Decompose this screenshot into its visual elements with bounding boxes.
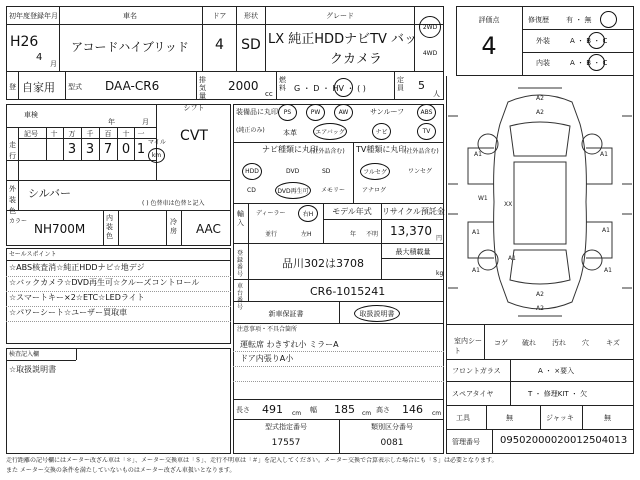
diagram-mark: A1 — [600, 151, 608, 158]
nav-dvd-play-circle: DVD再生可 — [275, 182, 311, 199]
capacity-label: 定員 — [397, 76, 404, 92]
tv-title: TV種類に丸印 — [356, 145, 407, 154]
tv-oneseg: ワンセグ — [408, 168, 433, 175]
mileage-label: 走行 — [9, 141, 16, 160]
import-right-hand-circle: 右H — [298, 205, 318, 222]
ext-b-circle — [588, 32, 605, 49]
diagram-mark: A1 — [472, 267, 480, 274]
doors-label: ドア — [212, 12, 227, 20]
tv-fullseg-circle: フルセグ — [360, 163, 390, 180]
spare-tire-value: T ・ 修理KIT ・ 欠 — [528, 390, 588, 398]
equip-pw-circle: PW — [306, 104, 325, 121]
max-load-label: 最大積載量 — [395, 248, 431, 256]
mileage-digit: 7 — [103, 142, 113, 157]
capacity-value: 5 — [418, 79, 425, 92]
diagram-mark: A1 — [602, 227, 610, 234]
mileage-digit: 0 — [121, 142, 131, 157]
manual-circle — [354, 305, 400, 322]
length-value: 491 — [262, 403, 283, 416]
restore-none-circle — [600, 11, 617, 28]
model-year-unknown: 不明 — [366, 231, 379, 238]
grade-label: グレード — [326, 12, 354, 20]
notes-line: 運転席 わきすれ小 ミラーA — [240, 340, 339, 349]
footer-line1: 走行距離の記号欄にはメーター改ざん車は「＊」、メーター交換車は「＄」、走行不明車は「＃」を記入してください。メーター交換で合算表示した場合にも「＄」は必要となります。 — [6, 457, 498, 464]
equip-sunroof: サンルーフ — [370, 108, 405, 116]
jack-value: 無 — [604, 414, 611, 422]
nav-memory: メモリー — [321, 187, 346, 194]
doors-value: 4 — [215, 37, 224, 53]
equipment-title: 装備品に丸印 — [236, 108, 278, 116]
height-value: 146 — [402, 403, 423, 416]
diagram-mark: A2 — [536, 109, 544, 116]
equip-ps-circle: PS — [278, 104, 297, 121]
mileage-unit: 百 — [104, 130, 112, 138]
restore-label: 修復歴 — [528, 16, 549, 24]
import-parallel: 並行 — [265, 231, 278, 238]
inspection-month: 月 — [142, 118, 149, 126]
recycle-yen: 円 — [436, 235, 443, 242]
shift-label: シフト — [183, 104, 205, 112]
model-label: 型式 — [68, 83, 82, 91]
shape-value: SD — [241, 37, 261, 53]
equipment-sub: (純正のみ) — [236, 127, 265, 134]
notes-label: 注意事項・不具合箇所 — [237, 326, 298, 333]
front-glass-value: A ・ ×要入 — [538, 367, 575, 375]
sales-line: ☆ABS核査消☆純正HDDナビ☆地デジ — [9, 263, 145, 272]
mileage-unit: 万 — [68, 130, 76, 138]
footer-line2: また メーター交換の条件を満たしていないものはメーター改ざん車扱いとなります。 — [6, 467, 236, 474]
car-name: アコードハイブリッド — [71, 40, 189, 54]
sales-line: ☆パワーシート☆ユーザー買取車 — [9, 308, 128, 317]
class-value: 0081 — [380, 438, 404, 448]
use-value: 自家用 — [22, 81, 55, 94]
chassis-value: CR6-1015241 — [310, 285, 386, 298]
mileage-digit: 1 — [136, 142, 146, 157]
nav-sd: SD — [322, 168, 331, 175]
front-glass-label: フロントガラス — [452, 367, 501, 375]
car-name-label: 車名 — [123, 12, 137, 20]
exterior-label: 外装色 — [9, 185, 16, 215]
int-options: A ・ B ・ C — [570, 59, 608, 67]
ac-label: 冷房 — [170, 218, 177, 235]
width-value: 185 — [334, 403, 355, 416]
model-year-label: モデル年式 — [332, 207, 372, 216]
grade-line1: LX 純正HDDナビTV バッ — [268, 32, 418, 47]
color-code-label: カラー — [9, 218, 28, 225]
sales-line: ☆スマートキー×2☆ETC☆LEDライト — [9, 293, 145, 302]
grade-line2: クカメラ — [330, 52, 383, 67]
equip-navi-circle: ナビ — [372, 123, 391, 140]
height-label: 高さ — [376, 406, 390, 414]
new-warranty: 新車保証書 — [268, 310, 304, 318]
displacement-value: 2000 — [228, 79, 259, 93]
first-reg-month: 4 — [36, 52, 43, 63]
model-value: DAA-CR6 — [105, 79, 160, 93]
recycle-value: 13,370 — [390, 224, 432, 238]
height-cm: cm — [432, 410, 442, 417]
shift-value: CVT — [180, 128, 208, 144]
use-label: 登 — [9, 83, 16, 91]
shape-label: 形状 — [244, 12, 258, 20]
first-reg-label: 初年度登録年月 — [9, 12, 58, 20]
management-label: 管理番号 — [452, 438, 480, 446]
length-cm: cm — [292, 410, 302, 417]
fuel-label: 燃料 — [279, 76, 286, 92]
diagram-mark: A2 — [536, 305, 544, 312]
mile-option: マイル — [148, 139, 166, 146]
spare-tire-label: スペアタイヤ — [452, 390, 494, 398]
class-label: 類別区分番号 — [371, 423, 413, 431]
inspector-block — [6, 348, 231, 454]
manual-text: 取扱説明書 — [359, 309, 395, 318]
recycle-label: リサイクル預託金 — [382, 207, 445, 216]
mileage-memo-label: 記号 — [24, 130, 38, 138]
equip-tv-circle: TV — [417, 123, 436, 140]
max-load-kg: kg — [436, 270, 444, 277]
nav-title: ナビ種類に丸印 — [262, 145, 318, 154]
type-designation-label: 型式指定番号 — [265, 423, 307, 431]
nav-sub: (社外品含む) — [310, 148, 345, 155]
drive-4wd: 4WD — [422, 50, 438, 57]
interior-sheet-item: 破れ — [522, 339, 536, 347]
diagram-mark: A2 — [536, 95, 544, 102]
drive-2wd-circle: 2WD — [419, 16, 441, 38]
fuel-options: G ・ D ・ HV ・ ( ) — [294, 84, 366, 93]
inspector-label: 検査記入欄 — [9, 351, 40, 358]
equip-airbag-circle: エアバッグ — [313, 123, 347, 140]
registration-label: 登録番号 — [237, 250, 244, 278]
exterior-note: ( ) 色替車は色替と記入 — [142, 200, 205, 207]
mileage-digit: 3 — [67, 142, 77, 157]
equip-aw-circle: AW — [334, 104, 353, 121]
tv-analog: アナログ — [362, 187, 387, 194]
mileage-digit: 3 — [85, 142, 95, 157]
diagram-mark: A1 — [474, 151, 482, 158]
diagram-mark: A2 — [536, 291, 544, 298]
jack-label: ジャッキ — [546, 414, 574, 422]
first-reg-era: H26 — [10, 34, 39, 50]
ext-label: 外装 — [536, 37, 550, 45]
mileage-unit: 十 — [122, 130, 130, 138]
inspection-year: 年 — [108, 118, 115, 126]
diagram-mark: W1 — [478, 195, 488, 202]
width-label: 幅 — [310, 406, 317, 414]
interior-sheet-item: コゲ — [494, 339, 508, 347]
diagram-mark: A1 — [472, 229, 480, 236]
color-code-value: NH700M — [34, 222, 86, 236]
interior-sheet-item: 穴 — [582, 339, 589, 347]
ac-value: AAC — [196, 222, 221, 236]
type-designation-value: 17557 — [271, 438, 301, 448]
interior-sheet-item: キズ — [606, 339, 620, 347]
exterior-value: シルバー — [28, 187, 71, 200]
inspection-label: 車検 — [24, 111, 38, 119]
mileage-unit: 一 — [137, 130, 145, 138]
sales-line: ☆バックカメラ☆DVD再生可☆クルーズコントロール — [9, 278, 200, 287]
mileage-unit: 千 — [86, 130, 94, 138]
score-label: 評価点 — [478, 16, 500, 24]
inspector-line: ☆取扱説明書 — [9, 365, 57, 374]
interior-sheet-label: 室内シート — [454, 337, 482, 355]
width-cm: cm — [362, 410, 372, 417]
chassis-label: 車台番号 — [237, 283, 244, 311]
interior-color-label: 内装色 — [106, 214, 113, 240]
import-label: 輸入 — [237, 210, 244, 227]
car-diagram — [448, 84, 632, 320]
km-circle: km — [148, 148, 165, 163]
model-year-suffix: 年 — [350, 231, 357, 238]
equip-abs-circle: ABS — [417, 104, 436, 121]
tools-label: 工具 — [456, 414, 470, 422]
fuel-hv-circle — [334, 78, 353, 97]
diagram-mark: XX — [504, 201, 513, 208]
length-label: 長さ — [236, 406, 250, 414]
capacity-unit: 人 — [433, 90, 440, 98]
nav-dvd: DVD — [286, 168, 300, 175]
import-dealer: ディーラー — [256, 210, 286, 217]
import-left-hand: 左H — [301, 231, 312, 238]
diagram-mark: A1 — [508, 255, 516, 262]
diagram-mark: A1 — [604, 267, 612, 274]
notes-line: ドア内張りA小 — [240, 354, 294, 363]
first-reg-month-unit: 月 — [50, 60, 57, 68]
interior-sheet-item: 汚れ — [552, 339, 566, 347]
mileage-unit: 十 — [50, 130, 58, 138]
displacement-label: 排気量 — [199, 76, 206, 100]
tools-value: 無 — [506, 414, 513, 422]
score-value: 4 — [481, 32, 497, 60]
tv-sub: (社外品含む) — [404, 148, 439, 155]
nav-cd: CD — [247, 187, 256, 194]
restore-options: 有 ・ 無 — [566, 16, 592, 24]
sales-points-label: セールスポイント — [9, 251, 57, 258]
management-value: 09502000020012504013 — [500, 435, 628, 446]
int-b-circle — [588, 54, 605, 71]
cc-unit: cc — [265, 90, 273, 98]
nav-hdd-circle: HDD — [242, 163, 262, 180]
ext-options: A ・ B ・ C — [570, 37, 608, 45]
registration-value: 品川302は3708 — [282, 257, 364, 270]
equip-leather: 本革 — [283, 129, 297, 137]
int-label: 内装 — [536, 59, 550, 67]
